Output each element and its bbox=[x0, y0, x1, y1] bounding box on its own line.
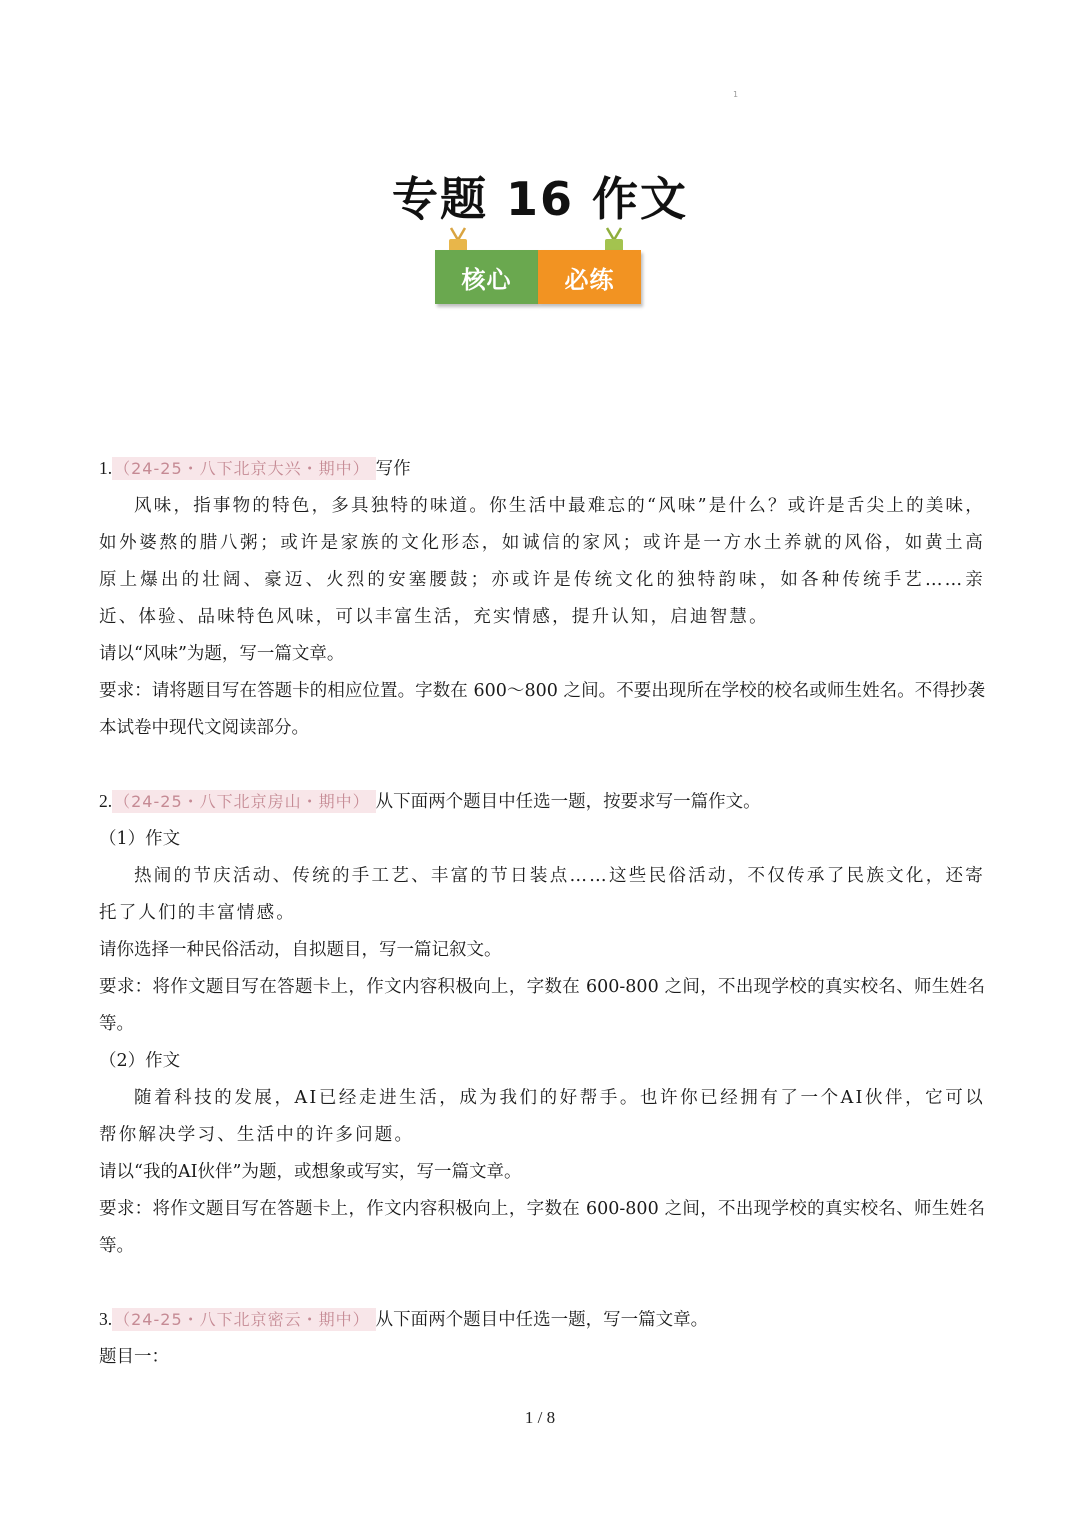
question-instruction: 请以“风味”为题，写一篇文章。 bbox=[99, 644, 345, 664]
question-source-tag: （24-25・八下北京大兴・期中） bbox=[112, 457, 376, 480]
page-corner-mark: 1 bbox=[733, 90, 739, 99]
question-number: 2. bbox=[99, 791, 113, 811]
question-task: 写作 bbox=[375, 459, 411, 479]
page-title: 专题 16 作文 bbox=[391, 171, 689, 226]
option-requirement: 要求：将作文题目写在答题卡上，作文内容积极向上，字数在 600-800 之间，不出现学校的真实校名、师生姓名等。 bbox=[99, 1199, 985, 1256]
option-prompt: 热闹的节庆活动、传统的手工艺、丰富的节日装点……这些民俗活动，不仅传承了民族文化，还寄托了人们的丰富情感。 bbox=[99, 866, 985, 923]
core-practice-badge bbox=[433, 226, 643, 308]
question-source-tag: （24-25・八下北京密云・期中） bbox=[112, 1308, 376, 1331]
question-subheading: 题目一： bbox=[99, 1347, 169, 1367]
question-number: 3. bbox=[99, 1309, 113, 1329]
page-number: 1 / 8 bbox=[524, 1408, 556, 1427]
option-label: （2）作文 bbox=[99, 1051, 181, 1071]
option-prompt: 随着科技的发展，AI已经走进生活，成为我们的好帮手。也许你已经拥有了一个AI伙伴，它可以帮你解决学习、生活中的许多问题。 bbox=[99, 1088, 985, 1145]
question-1 bbox=[99, 450, 985, 747]
option-label: （1）作文 bbox=[99, 829, 181, 849]
question-source-tag: （24-25・八下北京房山・期中） bbox=[112, 790, 376, 813]
badge-practice-label: 必练 bbox=[538, 250, 641, 304]
option-requirement: 要求：将作文题目写在答题卡上，作文内容积极向上，字数在 600-800 之间，不出现学校的真实校名、师生姓名等。 bbox=[99, 977, 985, 1034]
question-number: 1. bbox=[99, 458, 113, 478]
option-instruction: 请以“我的AI伙伴”为题，或想象或写实，写一篇文章。 bbox=[99, 1162, 522, 1182]
question-requirement: 要求：请将题目写在答题卡的相应位置。字数在 600～800 之间。不要出现所在学校的校名或师生姓名。不得抄袭本试卷中现代文阅读部分。 bbox=[99, 681, 985, 738]
question-prompt: 风味，指事物的特色，多具独特的味道。你生活中最难忘的“风味”是什么？或许是舌尖上的美味，如外婆熬的腊八粥；或许是家族的文化形态，如诚信的家风；或许是一方水土养就的风俗，如黄土高原上爆出的壮阔、豪迈、火烈的安塞腰鼓；亦或许是传统文化的独特韵味，如各种传统手艺……亲近、体验、品味特色风味，可以丰富生活，充实情感，提升认知，启迪智慧。 bbox=[99, 496, 985, 627]
question-2 bbox=[99, 783, 985, 1265]
question-task: 从下面两个题目中任选一题，写一篇文章。 bbox=[375, 1310, 709, 1330]
question-task: 从下面两个题目中任选一题，按要求写一篇作文。 bbox=[375, 792, 761, 812]
option-instruction: 请你选择一种民俗活动，自拟题目，写一篇记叙文。 bbox=[99, 940, 502, 960]
question-list bbox=[99, 450, 985, 1376]
badge-core-label: 核心 bbox=[435, 250, 538, 304]
question-3 bbox=[99, 1301, 985, 1376]
